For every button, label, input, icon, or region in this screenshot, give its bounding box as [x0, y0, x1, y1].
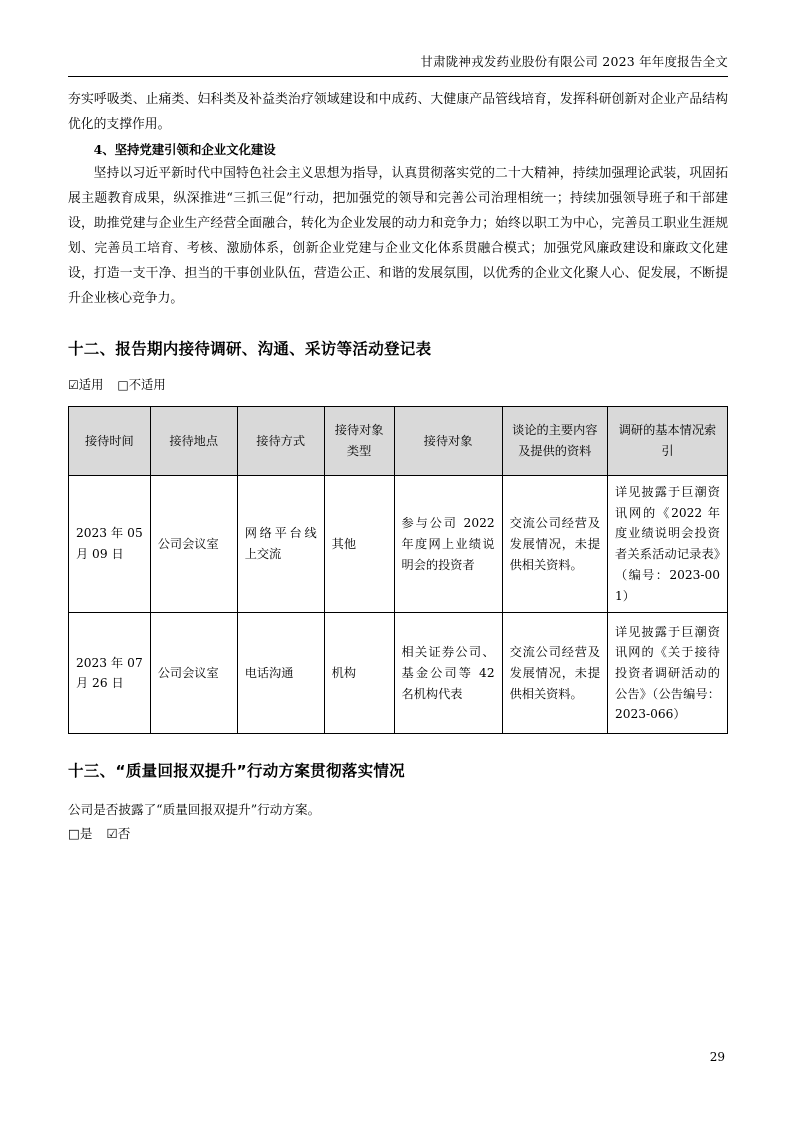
cell-content: 交流公司经营及发展情况，未提供相关资料。	[502, 613, 607, 734]
column-header-method: 接待方式	[237, 406, 324, 475]
cell-method: 网络平台线上交流	[237, 475, 324, 612]
cell-object: 相关证券公司、基金公司等 42 名机构代表	[394, 613, 502, 734]
cell-place: 公司会议室	[150, 475, 237, 612]
column-header-index: 调研的基本情况索引	[608, 406, 728, 475]
paragraph-continued: 夯实呼吸类、止痛类、妇科类及补益类治疗领域建设和中成药、大健康产品管线培育，发挥科研创新对企业产品结构优化的支撑作用。	[68, 92, 728, 132]
applicable-label: 适用	[78, 378, 104, 393]
cell-type: 机构	[324, 613, 394, 734]
quality-return-choices	[68, 822, 728, 846]
cell-index: 详见披露于巨潮资讯网的《2022 年度业绩说明会投资者关系活动记录表》（编号：2023-001）	[608, 475, 728, 612]
not-applicable-label: 不适用	[128, 378, 166, 393]
no-checkbox[interactable]: ☑	[106, 825, 118, 841]
column-header-content: 谈论的主要内容及提供的资料	[502, 406, 607, 475]
cell-type: 其他	[324, 475, 394, 612]
table-row	[69, 613, 728, 734]
column-header-time: 接待时间	[69, 406, 151, 475]
no-label: 否	[117, 825, 131, 841]
section-heading-12: 十二、报告期内接待调研、沟通、采访等活动登记表	[68, 339, 432, 358]
cell-method: 电话沟通	[237, 613, 324, 734]
table-row	[69, 475, 728, 612]
applicable-checkbox[interactable]: ☑	[68, 378, 79, 393]
applicability-line	[68, 375, 728, 396]
cell-object: 参与公司 2022 年度网上业绩说明会的投资者	[394, 475, 502, 612]
yes-checkbox[interactable]: □	[68, 825, 80, 841]
page-content	[68, 0, 728, 845]
column-header-object: 接待对象	[394, 406, 502, 475]
section-heading-13: 十三、“质量回报双提升”行动方案贯彻落实情况	[68, 762, 405, 781]
cell-time: 2023 年 07 月 26 日	[69, 613, 151, 734]
cell-time: 2023 年 05 月 09 日	[69, 475, 151, 612]
subsection-heading: 4、坚持党建引领和企业文化建设	[93, 141, 276, 157]
yes-label: 是	[79, 825, 93, 841]
cell-content: 交流公司经营及发展情况，未提供相关资料。	[502, 475, 607, 612]
column-header-type: 接待对象类型	[324, 406, 394, 475]
quality-return-question: 公司是否披露了“质量回报双提升”行动方案。	[68, 801, 321, 817]
column-header-place: 接待地点	[150, 406, 237, 475]
page-number: 29	[709, 1050, 725, 1064]
not-applicable-checkbox[interactable]: □	[117, 378, 129, 393]
page-header: 甘肃陇神戎发药业股份有限公司 2023 年年度报告全文	[68, 0, 728, 77]
table-header-row	[69, 406, 728, 475]
research-reception-table	[68, 406, 728, 734]
paragraph-party-building: 坚持以习近平新时代中国特色社会主义思想为指导，认真贯彻落实党的二十大精神，持续加强理论武装，巩固拓展主题教育成果，纵深推进“三抓三促”行动，把加强党的领导和完善公司治理相统一；持续加强领导班子和干部建设，助推党建与企业生产经营全面融合，转化为企业发展的动力和竞争力；始终以职工为中心，完善员工职业生涯规划、完善员工培育、考核、激励体系，创新企业党建与企业文化体系贯融合模式；加强党风廉政建设和廉政文化建设，打造一支干净、担当的干事创业队伍，营造公正、和谐的发展氛围，以优秀的企业文化聚人心、促发展，不断提升企业核心竞争力。	[68, 166, 728, 306]
cell-index: 详见披露于巨潮资讯网的《关于接待投资者调研活动的公告》（公告编号：2023-066）	[608, 613, 728, 734]
cell-place: 公司会议室	[150, 613, 237, 734]
